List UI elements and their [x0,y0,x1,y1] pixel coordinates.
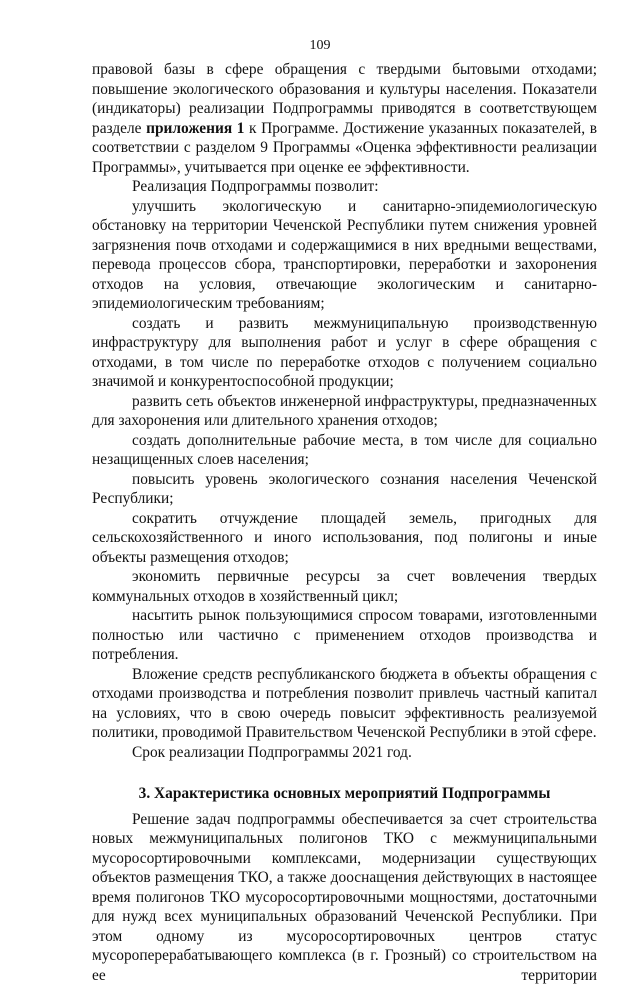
intro-bold-ref: приложения 1 [146,120,244,137]
goal-item: развить сеть объектов инженерной инфраструктуры, предназначенных для захоронения или длительного хранения отходов; [92,392,597,431]
intro-tail: к Программе. Достижение указанных показателей, в соответствии с разделом 9 Программы «Оценка эффективности реализации Программы», учитывается при оценке ее эффективности. [92,120,597,176]
section-heading: 3. Характеристика основных мероприятий Подпрограммы [92,784,597,804]
goal-item: сократить отчуждение площадей земель, пригодных для сельскохозяйственного и иного использования, под полигоны и иные объекты размещения отходов; [92,509,597,568]
goal-item: создать дополнительные рабочие места, в том числе для социально незащищенных слоев населения; [92,431,597,470]
section-paragraph: Решение задач подпрограммы обеспечивается за счет строительства новых межмуниципальных полигонов ТКО с межмуниципальными мусоросортировочными комплексами, модернизации существующих объектов размещения ТКО, а также дооснащения действующих в настоящее время полигонов ТКО мусоросортировочными мощностями, достаточными для нужд всех муниципальных образований Чеченской Республики. При этом одному из мусоросортировочных центров статус мусороперерабатывающего комплекса (в г. Грозный) со строительством на ее территории [92,810,597,985]
investment-paragraph: Вложение средств республиканского бюджета в объекты обращения с отходами производства и потребления позволит привлечь частный капитал на условиях, что в свою очередь повысит эффективность реализуемой политики, проводимой Правительством Чеченской Республики в этой сфере. [92,665,597,743]
page-body [92,60,597,985]
goal-item: создать и развить межмуниципальную производственную инфраструктуру для выполнения работ и услуг в сфере обращения с отходами, в том числе по переработке отходов с получением социально значимой и конкурентоспособной продукции; [92,314,597,392]
goal-item: улучшить экологическую и санитарно-эпидемиологическую обстановку на территории Чеченской Республики путем снижения уровней загрязнения почв отходами и содержащимися в них вредными веществами, перевода процессов сбора, транспортировки, переработки и захоронения отходов на условия, отвечающие экологическим и санитарно-эпидемиологическим требованиям; [92,197,597,314]
page-number: 109 [0,38,640,54]
goal-item: повысить уровень экологического сознания населения Чеченской Республики; [92,470,597,509]
term-paragraph: Срок реализации Подпрограммы 2021 год. [92,743,597,763]
intro-paragraph [92,60,597,177]
goal-item: экономить первичные ресурсы за счет вовлечения твердых коммунальных отходов в хозяйственный цикл; [92,567,597,606]
goals-lead: Реализация Подпрограммы позволит: [92,177,597,197]
intro-text: правовой базы в сфере обращения с твердыми бытовыми отходами; повышение экологического образования и культуры населения. Показатели (индикаторы) реализации Подпрограммы приводятся в соответствующем разделе [92,61,597,137]
goal-item: насытить рынок пользующимися спросом товарами, изготовленными полностью или частично с применением отходов производства и потребления. [92,606,597,665]
